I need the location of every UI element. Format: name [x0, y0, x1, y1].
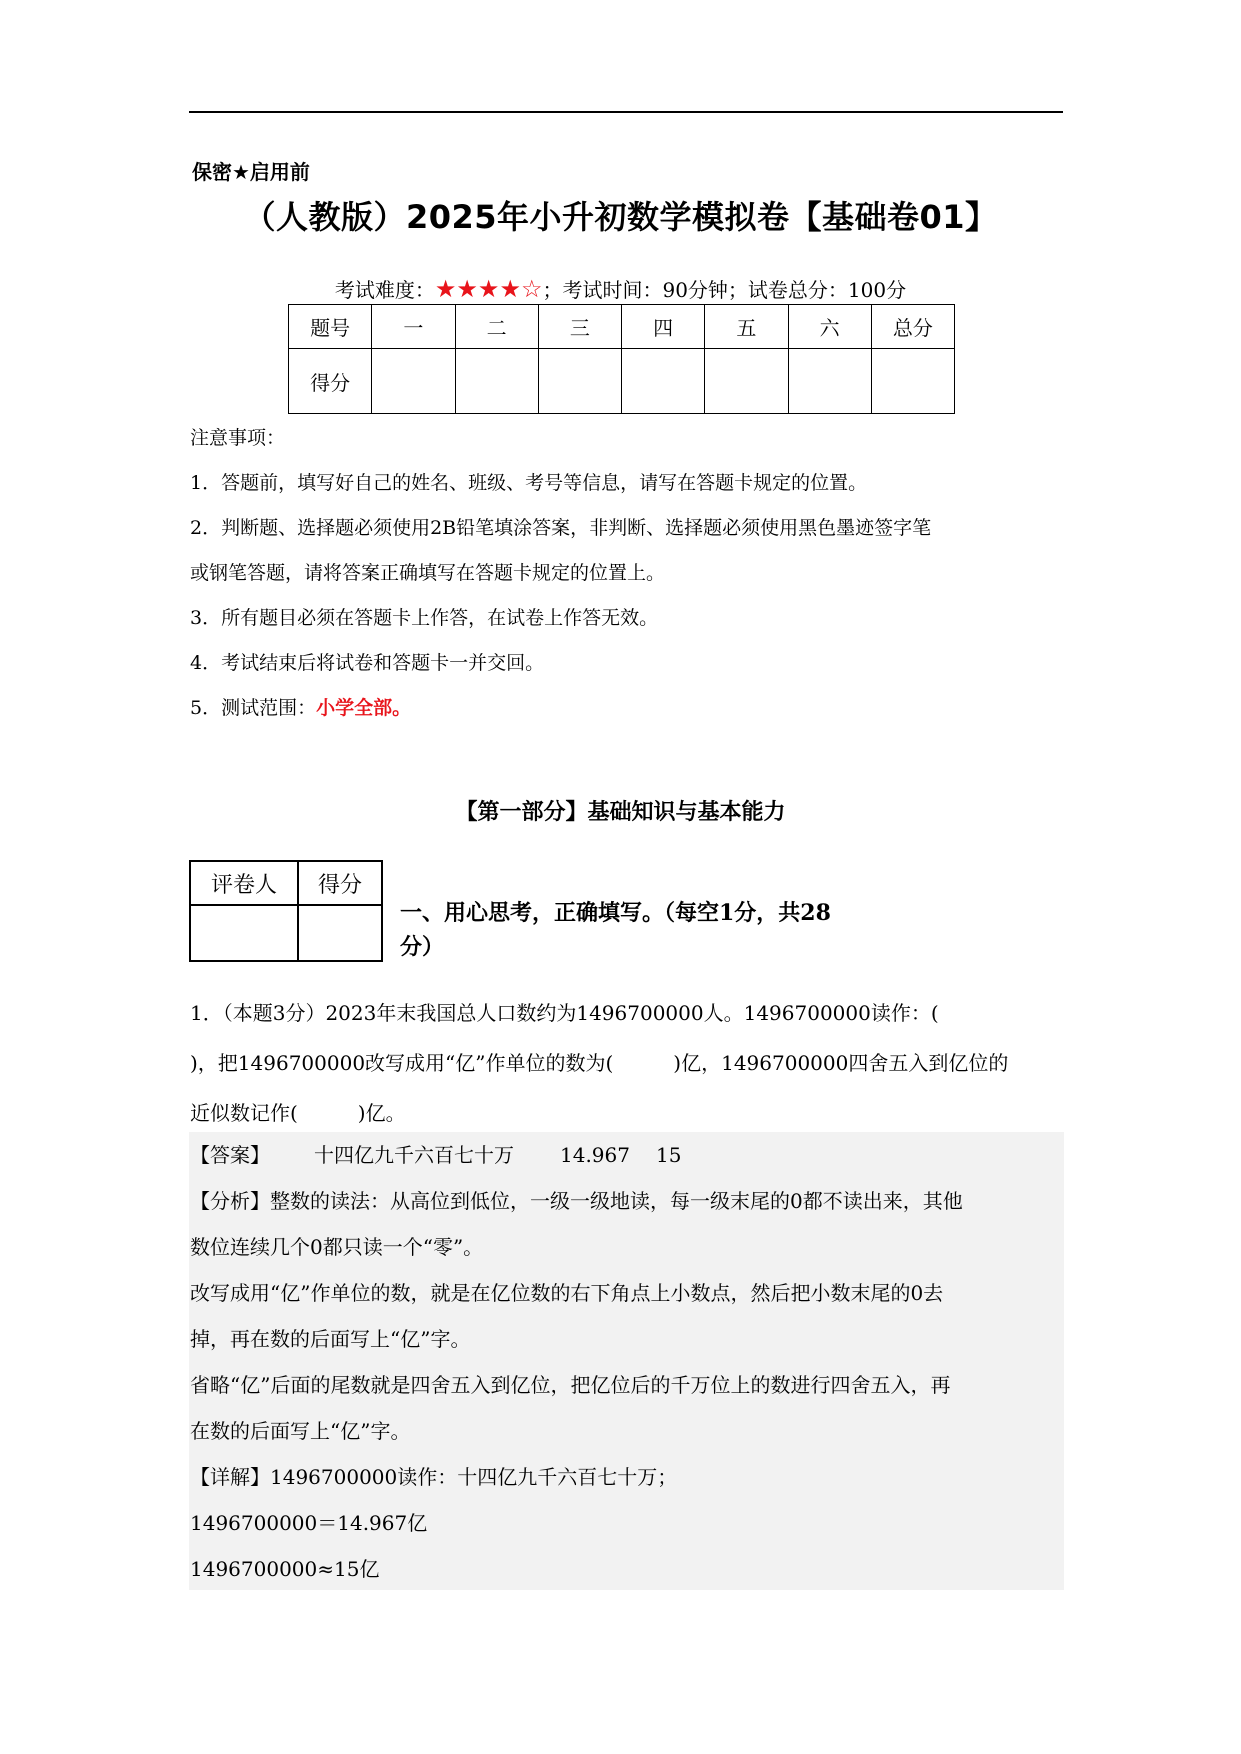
score-cell[interactable] [372, 349, 455, 414]
note-item: 4．考试结束后将试卷和答题卡一并交回。 [190, 652, 545, 674]
answer-line [190, 1132, 1065, 1178]
notes-section [190, 416, 1060, 731]
detail-line: 1496700000＝14.967亿 [190, 1511, 428, 1535]
question-1 [190, 988, 1065, 1138]
scope-label: 5．测试范围： [190, 697, 317, 719]
detail-line: 【详解】1496700000读作：十四亿九千六百七十万； [190, 1465, 678, 1489]
answer-value: 14.967 [560, 1143, 630, 1167]
score-header-cell: 二 [455, 305, 538, 349]
difficulty-stars [435, 275, 543, 303]
score-header-cell: 五 [705, 305, 788, 349]
score-header-cell: 总分 [871, 305, 954, 349]
grader-table-header-row [190, 861, 382, 905]
question-line: )，把1496700000改写成用“亿”作单位的数为( )亿，1496700000四舍五入到亿位的 [190, 1051, 1009, 1075]
part-title: 【第一部分】基础知识与基本能力 [455, 800, 786, 825]
section-title [400, 896, 920, 964]
score-cell[interactable] [538, 349, 621, 414]
question-line: 1．（本题3分）2023年末我国总人口数约为1496700000人。1496700000读作：( [190, 1001, 939, 1025]
score-row-label: 得分 [289, 349, 372, 414]
section-title-line: 分） [400, 934, 445, 960]
grader-cell[interactable] [190, 905, 298, 961]
header-rule [189, 111, 1063, 113]
score-header-cell: 一 [372, 305, 455, 349]
score-cell[interactable] [455, 349, 538, 414]
section-title-line: 一、用心思考，正确填写。（每空1分，共28 [400, 900, 831, 926]
score-header-cell: 题号 [289, 305, 372, 349]
difficulty-label: 考试难度： [334, 278, 435, 302]
score-table-header-row [289, 305, 955, 349]
note-item: 或钢笔答题，请将答案正确填写在答题卡规定的位置上。 [190, 562, 666, 584]
filled-stars-icon: ★★★★ [434, 275, 521, 303]
note-item-scope [190, 686, 1060, 731]
note-item: 2．判断题、选择题必须使用2B铅笔填涂答案，非判断、选择题必须使用黑色墨迹签字笔 [190, 517, 932, 539]
grader-score-cell[interactable] [298, 905, 382, 961]
time-and-score: ；考试时间：90分钟；试卷总分：100分 [542, 278, 907, 302]
answer-value: 十四亿九千六百七十万 [314, 1143, 514, 1167]
empty-star-icon: ☆ [520, 275, 543, 303]
note-item: 1．答题前，填写好自己的姓名、班级、考号等信息，请写在答题卡规定的位置。 [190, 472, 868, 494]
question-line: 近似数记作( )亿。 [190, 1101, 406, 1125]
analysis-line: 【分析】整数的读法：从高位到低位，一级一级地读，每一级末尾的0都不读出来，其他 [190, 1189, 963, 1213]
score-cell[interactable] [788, 349, 871, 414]
analysis-line: 掉，再在数的后面写上“亿”字。 [190, 1327, 471, 1351]
analysis-line: 改写成用“亿”作单位的数，就是在亿位数的右下角点上小数点，然后把小数末尾的0去 [190, 1281, 944, 1305]
answer-section [190, 1132, 1065, 1592]
note-item: 3．所有题目必须在答题卡上作答，在试卷上作答无效。 [190, 607, 659, 629]
score-header-cell: 四 [622, 305, 705, 349]
grader-table-body-row [190, 905, 382, 961]
analysis-line: 省略“亿”后面的尾数就是四舍五入到亿位，把亿位后的千万位上的数进行四舍五入，再 [190, 1373, 951, 1397]
score-cell[interactable] [622, 349, 705, 414]
score-cell[interactable] [705, 349, 788, 414]
notes-title: 注意事项： [190, 427, 286, 449]
detail-line: 1496700000≈15亿 [190, 1557, 380, 1581]
exam-meta [0, 274, 1241, 303]
grader-label: 评卷人 [190, 861, 298, 905]
grader-table [189, 860, 383, 962]
score-table [288, 304, 955, 414]
exam-title: （人教版）2025年小升初数学模拟卷【基础卷01】 [243, 198, 998, 236]
grader-score-label: 得分 [298, 861, 382, 905]
analysis-line: 数位连续几个0都只读一个“零”。 [190, 1235, 484, 1259]
score-header-cell: 六 [788, 305, 871, 349]
score-header-cell: 三 [538, 305, 621, 349]
answer-value: 15 [655, 1143, 682, 1167]
answer-label: 【答案】 [190, 1143, 270, 1167]
confidential-label: 保密★启用前 [192, 160, 310, 184]
score-cell[interactable] [871, 349, 954, 414]
score-table-score-row [289, 349, 955, 414]
analysis-line: 在数的后面写上“亿”字。 [190, 1419, 411, 1443]
scope-value: 小学全部。 [316, 697, 412, 719]
